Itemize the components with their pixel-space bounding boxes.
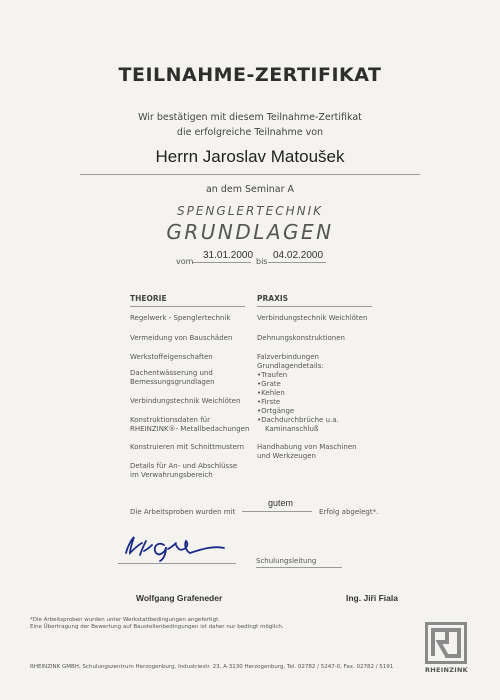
seminar-subtitle: SPENGLERTECHNIK (176, 204, 323, 218)
practice-heading: PRAXIS (257, 294, 289, 303)
signer-right-name: Ing. Jiři Fiala (346, 593, 398, 603)
theory-item: Dachentwässerung und (130, 369, 213, 377)
footnote-line-1: *Die Arbeitsproben wurden unter Werkstattbedingungen angefertigt. (30, 617, 220, 623)
result-prefix: Die Arbeitsproben wurden mit (130, 508, 236, 516)
result-suffix: Erfolg abgelegt*. (319, 508, 379, 516)
to-label: bis (256, 257, 268, 266)
logo-text: RHEINZINK (424, 666, 469, 674)
theory-item: Werkstoffeigenschaften (130, 353, 213, 361)
practice-bullet-item: • Dachdurchbrüche u.a. (257, 416, 339, 425)
practice-item: Falzverbindungen (257, 353, 319, 361)
theory-item: RHEINZINK®- Metallbedachungen (130, 425, 250, 433)
theory-item: Regelwerk - Spenglertechnik (130, 314, 231, 322)
from-label: vom (176, 257, 194, 266)
practice-bullet-item: • Traufen (257, 371, 287, 380)
seminar-label: an dem Seminar A (205, 184, 295, 195)
participant-name: Herrn Jaroslav Matoušek (155, 147, 345, 166)
from-date-line (193, 262, 251, 263)
certificate-title: TEILNAHME-ZERTIFIKAT (118, 64, 382, 86)
from-date: 31.01.2000 (203, 250, 254, 261)
intro-text (0, 110, 500, 140)
signature-line-right (256, 567, 342, 568)
theory-item: Vermeidung von Bauschäden (130, 334, 233, 342)
course-name: GRUNDLAGEN (166, 220, 334, 244)
intro-line-2: die erfolgreiche Teilnahme von (176, 127, 324, 138)
signature-role: Schulungsleitung (256, 557, 317, 565)
footnote (30, 617, 284, 631)
practice-item: Handhabung von Maschinen (257, 443, 357, 451)
practice-bullet-item: • Ortgänge (257, 407, 294, 416)
signer-left-name: Wolfgang Grafeneder (136, 593, 223, 603)
rheinzink-logo (425, 622, 467, 664)
theory-item: Bemessungsgrundlagen (130, 378, 215, 386)
practice-item: und Werkzeugen (257, 452, 316, 460)
theory-item: Konstruieren mit Schnittmustern (130, 443, 245, 451)
theory-rule (130, 306, 245, 307)
footer-address: RHEINZINK GMBH, Schulungszentrum Herzogenburg, Industriestr. 23, A-3130 Herzogenburg, Tel. 02782 / 5247-0, Fax. 02782 / 5191 (30, 664, 394, 670)
signature-line-left (118, 563, 236, 564)
theory-heading: THEORIE (130, 294, 167, 303)
name-underline (80, 174, 420, 175)
practice-item: Grundlagendetails: (257, 362, 324, 370)
to-date-line (268, 262, 326, 263)
result-grade-line (242, 511, 312, 512)
theory-item: Konstruktionsdaten für (130, 416, 211, 424)
rz-logo-icon (428, 625, 464, 661)
practice-bullet-item: • Firste (257, 398, 280, 407)
practice-bullet-item: • Grate (257, 380, 281, 389)
theory-item: Details für An- und Abschlüsse (130, 462, 238, 470)
handwritten-signature (118, 531, 228, 563)
footnote-line-2: Eine Übertragung der Bewertung auf Baustellenbedingungen ist daher nur bedingt möglich. (30, 624, 284, 630)
intro-line-1: Wir bestätigen mit diesem Teilnahme-Zertifikat (138, 112, 362, 123)
result-grade: gutem (268, 498, 294, 508)
practice-rule (257, 306, 372, 307)
practice-bullet-item: • Kehlen (257, 389, 285, 398)
practice-item: Kaminanschluß (265, 425, 319, 433)
theory-item: Verbindungstechnik Weichlöten (130, 397, 241, 405)
to-date: 04.02.2000 (273, 250, 324, 261)
practice-item: Dehnungskonstruktionen (257, 334, 345, 342)
theory-item: im Verwahrungsbereich (130, 471, 213, 479)
practice-item: Verbindungstechnik Weichlöten (257, 314, 368, 322)
